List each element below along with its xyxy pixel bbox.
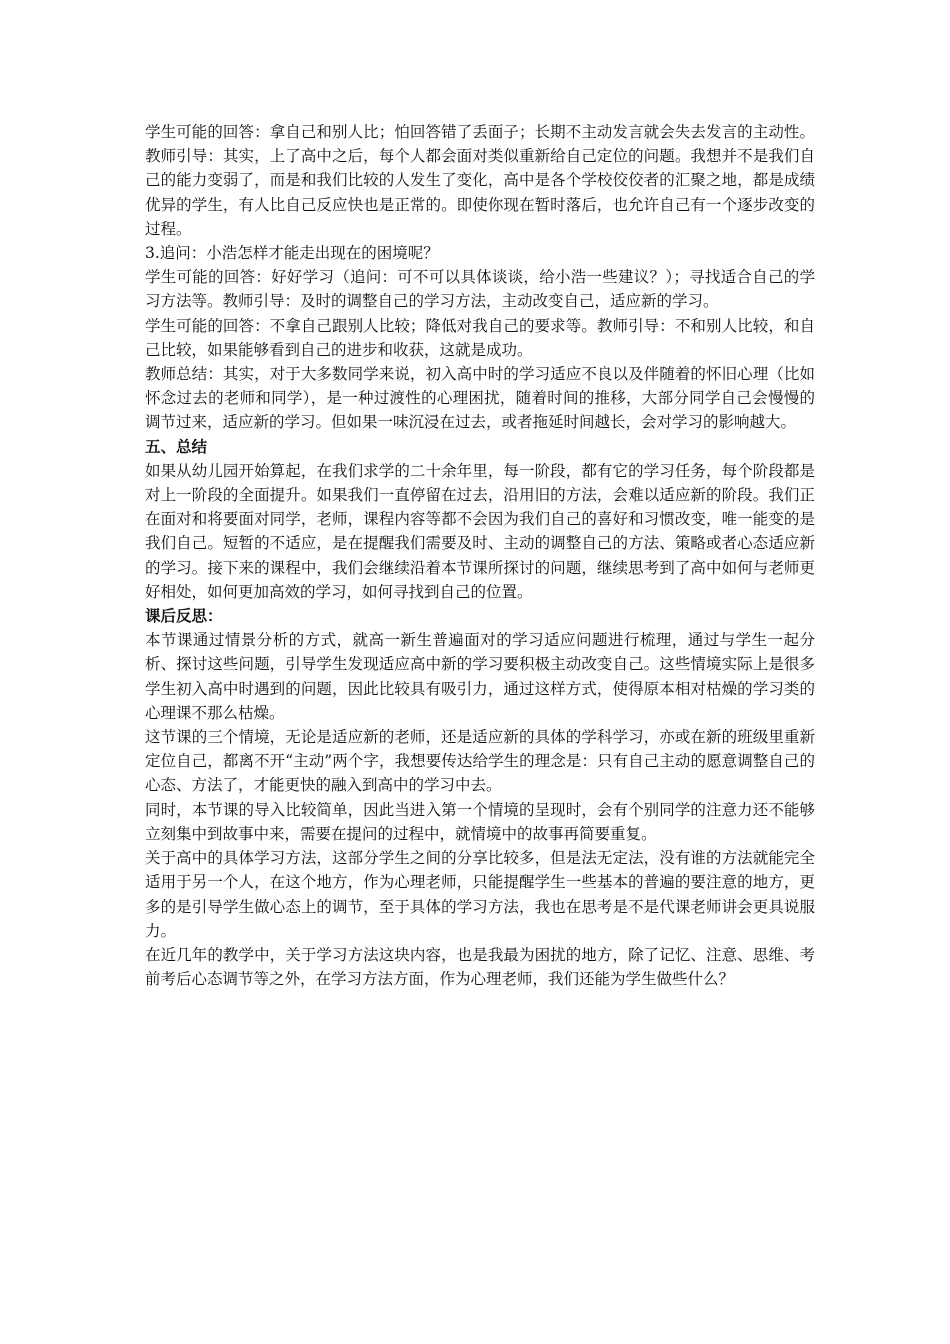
paragraph-reflection-2: 这节课的三个情境，无论是适应新的老师，还是适应新的具体的学科学习，亦或在新的班级里重新定位自己，都离不开“主动”两个字，我想要传达给学生的理念是：只有自己主动的愿意调整自己的心态、方法了，才能更快的融入到高中的学习中去。 [145, 728, 815, 795]
paragraph-student-answer-3: 学生可能的回答：不拿自己跟别人比较；降低对我自己的要求等。教师引导：不和别人比较，和自己比较，如果能够看到自己的进步和收获，这就是成功。 [145, 316, 815, 359]
paragraph-student-answer-1: 学生可能的回答：拿自己和别人比；怕回答错了丢面子；长期不主动发言就会失去发言的主动性。教师引导：其实，上了高中之后，每个人都会面对类似重新给自己定位的问题。我想并不是我们自己的能力变弱了，而是和我们比较的人发生了变化，高中是各个学校佼佼者的汇聚之地，都是成绩优异的学生，有人比自己反应快也是正常的。即使你现在暂时落后，也允许自己有一个逐步改变的过程。 [145, 123, 815, 238]
section-heading-summary: 五、总结 [145, 436, 208, 456]
paragraph-student-answer-2: 学生可能的回答：好好学习（追问：可不可以具体谈谈，给小浩一些建议？）；寻找适合自己的学习方法等。教师引导：及时的调整自己的学习方法，主动改变自己，适应新的学习。 [145, 268, 815, 311]
paragraph-summary: 如果从幼儿园开始算起，在我们求学的二十余年里，每一阶段，都有它的学习任务，每个阶段都是对上一阶段的全面提升。如果我们一直停留在过去，沿用旧的方法，会难以适应新的阶段。我们正在面对和将要面对同学，老师，课程内容等都不会因为我们自己的喜好和习惯改变，唯一能变的是我们自己。短暂的不适应，是在提醒我们需要及时、主动的调整自己的方法、策略或者心态适应新的学习。接下来的课程中，我们会继续沿着本节课所探讨的问题，继续思考到了高中如何与老师更好相处，如何更加高效的学习，如何寻找到自己的位置。 [145, 461, 815, 601]
document-body [145, 120, 815, 991]
paragraph-reflection-5: 在近几年的教学中，关于学习方法这块内容，也是我最为困扰的地方，除了记忆、注意、思维、考前考后心态调节等之外，在学习方法方面，作为心理老师，我们还能为学生做些什么？ [145, 945, 815, 989]
paragraph-followup-question-3: 3.追问：小浩怎样才能走出现在的困境呢？ [145, 244, 439, 263]
paragraph-reflection-1: 本节课通过情景分析的方式，就高一新生普遍面对的学习适应问题进行梳理，通过与学生一起分析、探讨这些问题，引导学生发现适应高中新的学习要积极主动改变自己。这些情境实际上是很多学生初入高中时遇到的问题，因此比较具有吸引力，通过这样方式，使得原本相对枯燥的学习类的心理课不那么枯燥。 [145, 631, 815, 722]
section-heading-reflection: 课后反思： [145, 606, 223, 626]
paragraph-teacher-summary: 教师总结：其实，对于大多数同学来说，初入高中时的学习适应不良以及伴随着的怀旧心理（比如怀念过去的老师和同学），是一种过渡性的心理困扰，随着时间的推移，大部分同学自己会慢慢的调节过来，适应新的学习。但如果一味沉浸在过去，或者拖延时间越长，会对学习的影响越大。 [145, 365, 815, 432]
paragraph-reflection-4: 关于高中的具体学习方法，这部分学生之间的分享比较多，但是法无定法，没有谁的方法就能完全适用于另一个人，在这个地方，作为心理老师，只能提醒学生一些基本的普遍的要注意的地方，更多的是引导学生做心态上的调节，至于具体的学习方法，我也在思考是不是代课老师讲会更具说服力。 [145, 849, 815, 940]
paragraph-reflection-3: 同时，本节课的导入比较简单，因此当进入第一个情境的呈现时，会有个别同学的注意力还不能够立刻集中到故事中来，需要在提问的过程中，就情境中的故事再简要重复。 [145, 800, 815, 843]
